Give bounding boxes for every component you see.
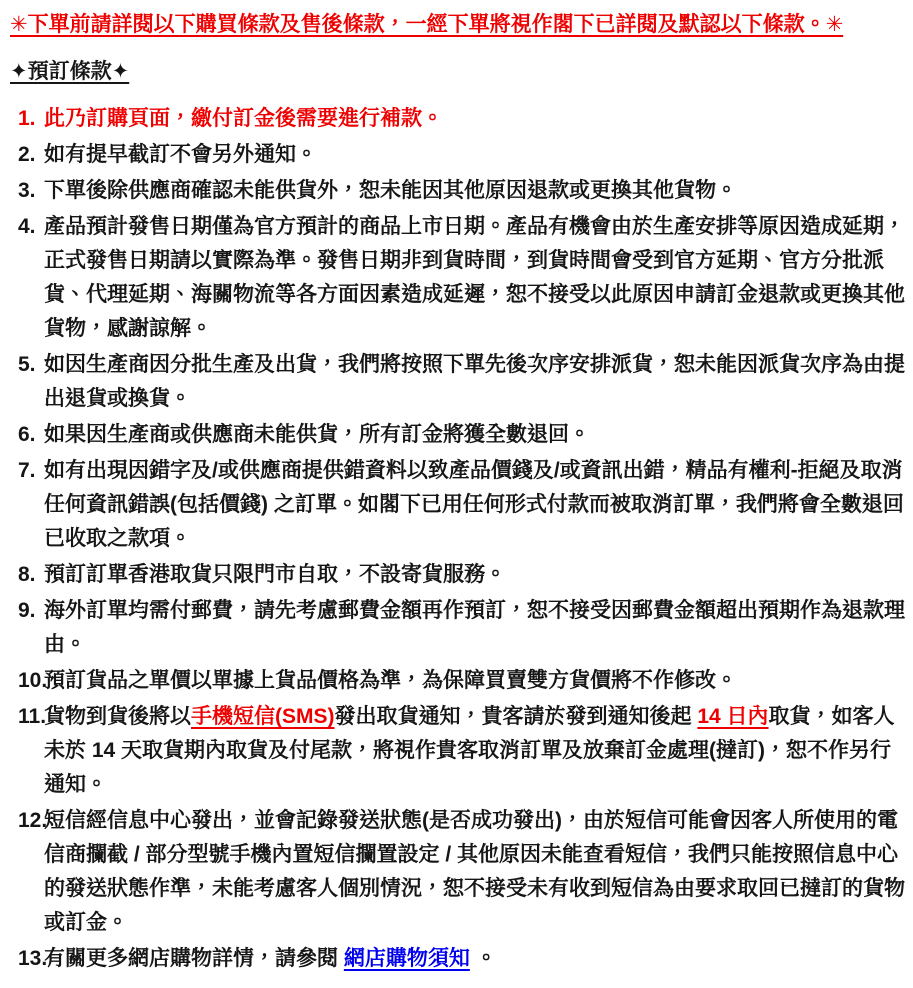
term-number: 1. bbox=[18, 107, 36, 130]
term-number: 3. bbox=[18, 179, 36, 202]
term-item-4 bbox=[10, 210, 905, 346]
text-segment: 預訂訂單香港取貨只限門市自取，不設寄貨服務。 bbox=[44, 563, 506, 586]
text-segment: 預訂貨品之單價以單據上貨品價格為準，為保障買賣雙方貨價將不作修改。 bbox=[44, 669, 737, 692]
term-item-7 bbox=[10, 454, 905, 556]
term-number: 13. bbox=[18, 947, 48, 970]
term-number: 4. bbox=[18, 215, 36, 238]
term-text bbox=[44, 809, 905, 934]
text-segment: 如果因生產商或供應商未能供貨，所有訂金將獲全數退回。 bbox=[44, 423, 590, 446]
term-text bbox=[44, 107, 443, 130]
term-text bbox=[44, 947, 497, 970]
term-item-2 bbox=[10, 138, 905, 172]
text-segment: 發出取貨通知，貴客請於發到通知後起 bbox=[334, 705, 698, 728]
red-emphasis: 手機短信(SMS) bbox=[191, 705, 335, 728]
text-segment: 產品預計發售日期僅為官方預計的商品上市日期。產品有機會由於生產安排等原因造成延期，正式發售日期請以實際為準。發售日期非到貨時間，到貨時間會受到官方延期、官方分批派貨、代理延期、海關物流等各方面因素造成延遲，恕不接受以此原因申請訂金退款或更換其他貨物，感謝諒解。 bbox=[44, 215, 905, 340]
term-text bbox=[44, 179, 737, 202]
term-number: 12. bbox=[18, 809, 48, 832]
term-item-12 bbox=[10, 804, 905, 940]
term-text bbox=[44, 353, 905, 410]
text-segment: 下單後除供應商確認未能供貨外，恕未能因其他原因退款或更換其他貨物。 bbox=[44, 179, 737, 202]
section-title: ✦預訂條款✦ bbox=[10, 60, 130, 83]
text-segment: 此乃訂購頁面，繳付訂金後需要進行補款。 bbox=[44, 107, 443, 130]
term-text bbox=[44, 563, 506, 586]
term-number: 11. bbox=[18, 705, 47, 728]
term-item-11 bbox=[10, 700, 905, 802]
term-number: 8. bbox=[18, 563, 36, 586]
term-text bbox=[44, 459, 904, 550]
term-item-8 bbox=[10, 558, 905, 592]
term-item-3 bbox=[10, 174, 905, 208]
text-segment: 如有提早截訂不會另外通知。 bbox=[44, 143, 317, 166]
term-number: 9. bbox=[18, 599, 36, 622]
text-segment: 海外訂單均需付郵費，請先考慮郵費金額再作預訂，恕不接受因郵費金額超出預期作為退款理由。 bbox=[44, 599, 905, 656]
term-number: 10. bbox=[18, 669, 48, 692]
text-segment: 如因生產商因分批生產及出貨，我們將按照下單先後次序安排派貨，恕未能因派貨次序為由提出退貨或換貨。 bbox=[44, 353, 905, 410]
term-item-1 bbox=[10, 102, 905, 136]
terms-list bbox=[10, 102, 905, 976]
red-emphasis: 14 日內 bbox=[697, 705, 769, 728]
text-segment: 取貨，如客人未於 14 天取貨期內取貨及付尾款，將視作貴客取消訂單及放棄訂金處理(撻訂)，恕不作另行通知。 bbox=[44, 705, 895, 796]
term-number: 6. bbox=[18, 423, 36, 446]
text-segment: 貨物到貨後將以 bbox=[44, 705, 191, 728]
term-number: 2. bbox=[18, 143, 36, 166]
text-segment: 有關更多網店購物詳情，請參閱 bbox=[44, 947, 344, 970]
header-notice: ✳下單前請詳閱以下購買條款及售後條款，一經下單將視作閣下已詳閱及默認以下條款。✳ bbox=[10, 13, 844, 36]
term-text bbox=[44, 423, 590, 446]
term-item-9 bbox=[10, 594, 905, 662]
text-segment: 如有出現因錯字及/或供應商提供錯資料以致產品價錢及/或資訊出錯，精品有權利-拒絕及取消任何資訊錯誤(包括價錢) 之訂單。如閣下已用任何形式付款而被取消訂單，我們將會全數退回已收取之款項。 bbox=[44, 459, 904, 550]
term-item-10 bbox=[10, 664, 905, 698]
term-item-13 bbox=[10, 942, 905, 976]
term-number: 5. bbox=[18, 353, 36, 376]
term-item-6 bbox=[10, 418, 905, 452]
term-text bbox=[44, 669, 737, 692]
text-segment: 短信經信息中心發出，並會記錄發送狀態(是否成功發出)，由於短信可能會因客人所使用的電信商攔截 / 部分型號手機內置短信攔置設定 / 其他原因未能查看短信，我們只能按照信息中心的發送狀態作準，未能考慮客人個別情況，恕不接受未有收到短信為由要求取回已撻訂的貨物或訂金。 bbox=[44, 809, 905, 934]
term-number: 7. bbox=[18, 459, 36, 482]
term-item-5 bbox=[10, 348, 905, 416]
term-text bbox=[44, 705, 895, 796]
term-text bbox=[44, 215, 905, 340]
term-text bbox=[44, 143, 317, 166]
text-segment: 。 bbox=[469, 947, 497, 970]
term-text bbox=[44, 599, 905, 656]
store-shopping-guide-link[interactable]: 網店購物須知 bbox=[343, 947, 470, 970]
